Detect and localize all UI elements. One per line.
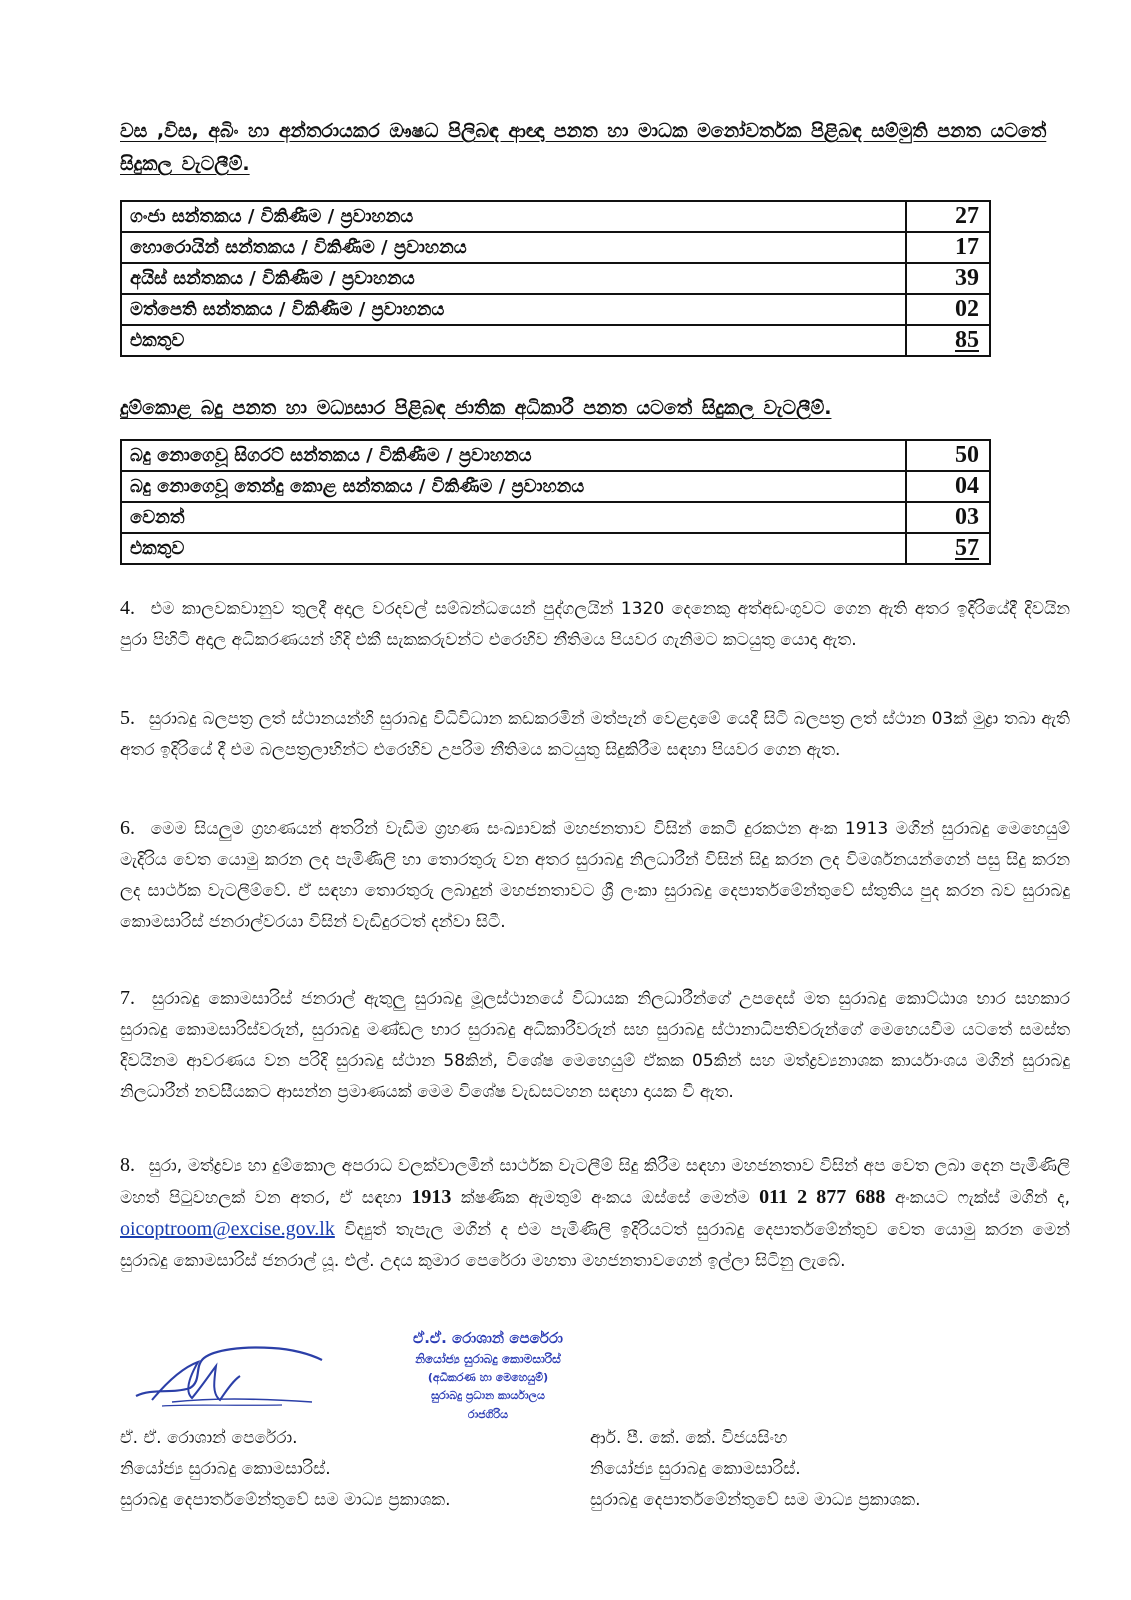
- total-label: එකතුව: [121, 533, 906, 564]
- email-link[interactable]: oicoptroom@excise.gov.lk: [120, 1218, 335, 1240]
- row-label: හොරොයින් සන්තකය / විකිණීම / ප්‍රවාහනය: [121, 232, 906, 263]
- signer-role: සුරාබදු දෙපාර්තමේන්තුවේ සම මාධ්‍ය ප්‍රකාශක.: [120, 1490, 451, 1510]
- fax-number: 011 2 877 688: [759, 1186, 886, 1208]
- signer-title: නියෝජ්‍ය සුරාබදු කොමසාරිස්.: [590, 1459, 801, 1479]
- paragraph-7: [120, 983, 1070, 1108]
- row-value: 27: [906, 201, 990, 232]
- row-label: බදු නොගෙවූ සිගරට් සන්තකය / විකිණීම / ප්‍රවාහනය: [121, 440, 906, 471]
- section1-heading: වස ,විස, අබිං හා අන්තරායකර ඖෂධ පිලිබඳ ආඥා පනත හා මාධක මනෝවර්තක පිළිබඳ සම්මුති පනත යටතේ සිදුකල වැටලීම්.: [120, 120, 1047, 175]
- paragraph-8: [120, 1150, 1070, 1277]
- handwritten-signature: [132, 1336, 332, 1416]
- paragraph-4: [120, 593, 1070, 656]
- paragraph-number: 6.: [120, 817, 135, 839]
- paragraph-number: 5.: [120, 707, 135, 729]
- seal-line: ඒ.ඒ. රොශාන් පෙරේරා: [413, 1329, 563, 1347]
- paragraph-text: විද්‍යුත් තැපැල මගින් ද එම පැමිණිලි ඉදිරියටත් සුරාබදු දෙපාර්තමේන්තුව වෙත යොමු කරන මෙන් සුරාබදු කොමසාරිස් ජනරාල් යූ. එල්. උදය කුමාර පෙරේරා මහතා මහජනතාවගෙන් ඉල්ලා සිටිනු ලැබේ.: [120, 1220, 1070, 1271]
- paragraph-number: 4.: [120, 597, 135, 619]
- signer-role: සුරාබදු දෙපාර්තමේන්තුවේ සම මාධ්‍ය ප්‍රකාශක.: [590, 1490, 921, 1510]
- signer-block-2: [590, 1423, 1060, 1516]
- seal-line: රාජගිරිය: [467, 1408, 509, 1421]
- table-row: [121, 502, 990, 533]
- paragraph-text: සුරාබදු බලපත්‍ර ලත් ස්ථානයන්හි සුරාබදු විධිවිධාන කඩකරමින් මත්පැන් වෙළදාමේ යෙදී සිටි බලපත්‍ර ලත් ස්ථාන 03ක් මුද්‍රා තබා ඇති අතර ඉදිරියේ දී එම බලපත්‍රලාභින්ට එරෙහිව උපරිම නීතිමය කටයුතු සිදුකිරීම සඳහා පියවර ගෙන ඇත.: [120, 709, 1070, 760]
- paragraph-number: 8.: [120, 1154, 135, 1176]
- paragraph-5: [120, 703, 1070, 766]
- paragraph-6: [120, 813, 1070, 938]
- row-label: බදු නොගෙවූ තෙන්දු කොළ සන්තකය / විකිණීම / ප්‍රවාහනය: [121, 471, 906, 502]
- paragraph-text: ක්ෂණික ඇමතුම් අංකය ඔස්සේ මෙන්ම: [460, 1188, 750, 1208]
- total-label: එකතුව: [121, 325, 906, 356]
- row-value: 02: [906, 294, 990, 325]
- row-value: 39: [906, 263, 990, 294]
- paragraph-text: මෙම සියලුම ග්‍රහණයන් අතරින් වැඩිම ග්‍රහණ සංඛ්‍යාවක් මහජනතාව විසින් කෙටි දුරකථන අංක 1913 මගින් සුරාබදු මෙහෙයුම් මැදිරිය වෙත යොමු කරන ලද පැමිණිලි හා තොරතුරු වන අතර සුරාබදු නිලධාරීන් විසින් සිදු කරන ලද විමර්ශනයන්ගෙන් පසු සිදු කරන ලද සාර්ථක වැටලීම්වේ. ඒ සඳහා තොරතුරු ලබාදුන් මහජනතාවට ශ්‍රී ලංකා සුරාබදු දෙපාර්තමේන්තුවේ ස්තුතිය පුද කරන බව සුරාබදු කොමසාරිස් ජනරාල්වරයා විසින් වැඩිදුරටත් දන්වා සිටී.: [120, 819, 1071, 932]
- paragraph-number: 7.: [120, 987, 135, 1009]
- row-label: ගංජා සන්තකය / විකිණීම / ප්‍රවාහනය: [121, 201, 906, 232]
- seal-line: නියෝජ්‍ය සුරාබදු කොමසාරිස්: [415, 1352, 561, 1366]
- total-row: [121, 533, 990, 564]
- signer-name: ඒ. ඒ. රොශාන් පෙරේරා.: [120, 1428, 298, 1448]
- hotline-number: 1913: [411, 1186, 452, 1208]
- row-value: 17: [906, 232, 990, 263]
- section2-heading: දුම්කොළ බදු පනත හා මධ්‍යසාර පිළිබඳ ජාතික අධිකාරී පනත යටතේ සිදුකල වැටලීම්.: [120, 397, 832, 419]
- paragraph-text: එම කාලවකවානුව තුලදී අදාල වරදවල් සම්බන්ධයෙන් පුද්ගලයින් 1320 දෙනෙකු අත්අඩංගුවට ගෙන ඇති අතර ඉදිරියේදී දිවයින පුරා පිහිටි අදාල අධිකරණයන් හිදි එකී සැකකරුවන්ට එරෙහිව නීතිමය පියවර ගැනිමට කටයුතු යොදා ඇත.: [120, 599, 1070, 650]
- section2-table: [120, 439, 991, 565]
- row-value: 50: [906, 440, 990, 471]
- paragraph-text: අංකයට ෆැක්ස් මගින් ද,: [894, 1188, 1071, 1208]
- section1-table: [120, 200, 991, 357]
- seal-line: සුරාබදු ප්‍රධාන කාර්යාලය: [431, 1389, 545, 1402]
- total-row: [121, 325, 990, 356]
- table-row: [121, 201, 990, 232]
- total-value: 57: [906, 533, 990, 564]
- paragraph-text: සුරාබදු කොමසාරිස් ජනරාල් ඇතුලු සුරාබදු මූලස්ථානයේ විධායක නිලධාරීන්ගේ උපදෙස් මත සුරාබදු කොට්ඨාශ භාර සහකාර සුරාබදු කොමසාරිස්වරුන්, සුරාබදු මණ්ඩල භාර සුරාබදු අධිකාරීවරුන් සහ සුරාබදු ස්ථානාධිපතිවරුන්ගේ මෙහෙයවීම යටතේ සමස්ත දිවයිනම ආවරණය වන පරිදි සුරාබදු ස්ථාන 58කින්, විශේෂ මෙහෙයුම් ඒකක 05කින් සහ මත්ද්‍රව්‍යනාශක කාර්යාංශය මගින් සුරාබදු නිලධාරීන් නවසීයකට ආසන්න ප්‍රමාණයක් මෙම විශේෂ වැඩසටහන සඳහා දායක වී ඇත.: [120, 989, 1071, 1102]
- official-seal-stamp: [368, 1326, 608, 1431]
- row-value: 04: [906, 471, 990, 502]
- total-value: 85: [906, 325, 990, 356]
- row-label: මත්පෙති සන්තකය / විකිණීම / ප්‍රවාහනය: [121, 294, 906, 325]
- row-label: අයිස් සන්තකය / විකිණීම / ප්‍රවාහනය: [121, 263, 906, 294]
- signer-title: නියෝජ්‍ය සුරාබදු කොමසාරිස්.: [120, 1459, 331, 1479]
- paragraph-text: සුරා, මත්ද්‍රව්‍ය හා දුම්කොල අපරාධ වලක්වාලමින් සාර්ථක වැටලීම් සිදු කිරීම සඳහා මහජනතාව විසින් අප වෙත ලබා දෙන පැමිණිලි මහත් පිටුවහලක් වන අතර, ඒ සඳහා: [120, 1156, 1070, 1208]
- row-label: වෙනත්: [121, 502, 906, 533]
- table-row: [121, 294, 990, 325]
- table-row: [121, 471, 990, 502]
- table-row: [121, 263, 990, 294]
- table-row: [121, 232, 990, 263]
- table-row: [121, 440, 990, 471]
- signer-block-1: [120, 1423, 580, 1516]
- seal-line: (අධිකරණ හා මෙහෙයුම්): [427, 1371, 549, 1384]
- row-value: 03: [906, 502, 990, 533]
- signer-name: ආර්. පී. කේ. කේ. විජයසිංහ: [590, 1428, 788, 1448]
